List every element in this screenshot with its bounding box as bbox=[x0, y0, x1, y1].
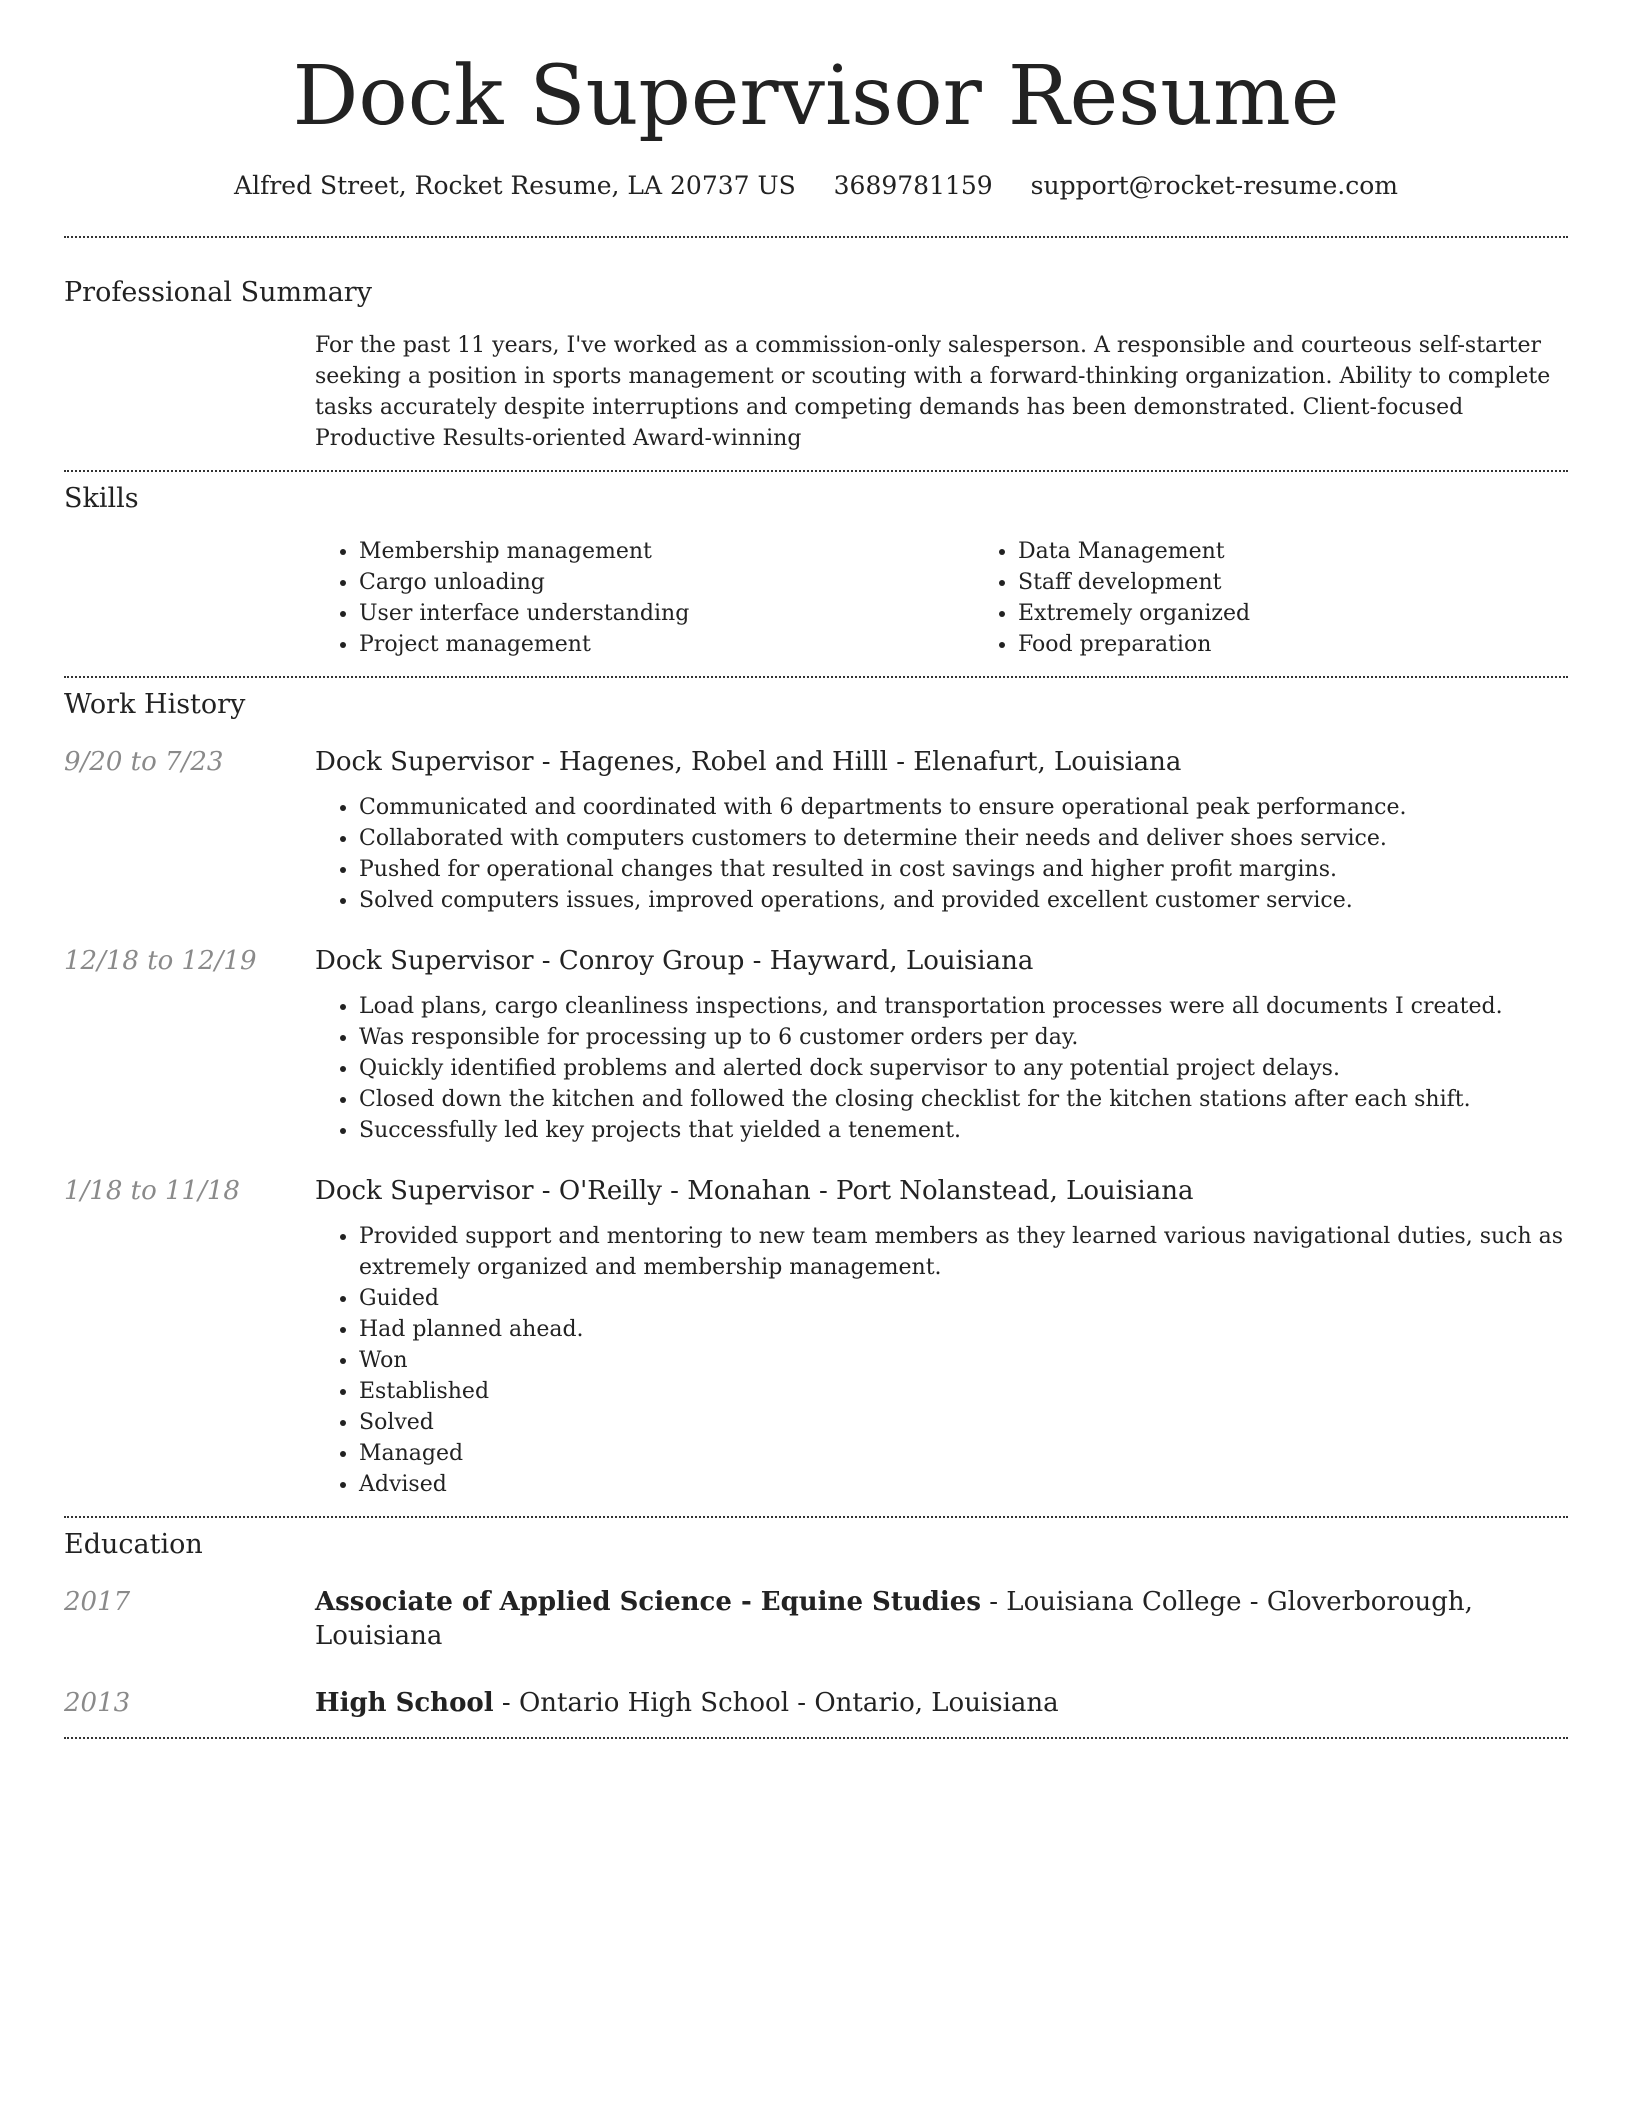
job-body bbox=[315, 944, 1568, 1146]
skills-grid bbox=[315, 536, 1632, 660]
skill-item: • Membership management bbox=[359, 536, 974, 567]
skill-item: • Food preparation bbox=[1018, 629, 1632, 660]
education-school: - Ontario High School - Ontario, Louisiana bbox=[493, 1688, 1059, 1719]
education-year-col bbox=[64, 1585, 315, 1653]
resume-title: Dock Supervisor Resume bbox=[292, 49, 1340, 144]
summary-text: For the past 11 years, I've worked as a commission-only salesperson. A responsible and courteous self-starter seeking a position in sports management or scouting with a forward-thinking organization. Ability to complete tasks accurately despite interruptions and competing demands has been demonstrated. Client-focused Productive Results-oriented Award-winning bbox=[315, 333, 1551, 452]
education-year: 2013 bbox=[64, 1688, 131, 1719]
contact-line bbox=[64, 170, 1568, 202]
skill-item: • Project management bbox=[359, 629, 974, 660]
job-bullet: • Collaborated with computers customers to determine their needs and deliver shoes service. bbox=[359, 823, 1568, 854]
job-dates-col bbox=[64, 745, 315, 916]
job-title: Dock Supervisor - Hagenes, Robel and Hilll - Elenafurt, Louisiana bbox=[315, 747, 1182, 778]
job-dates-col bbox=[64, 944, 315, 1146]
education-degree: High School bbox=[315, 1688, 494, 1719]
job-bullet: • Guided bbox=[359, 1283, 1568, 1314]
summary-row bbox=[64, 330, 1568, 454]
skills-heading: Skills bbox=[64, 483, 139, 515]
skills-spacer bbox=[64, 536, 315, 660]
job-body bbox=[315, 745, 1568, 916]
education-degree: Associate of Applied Science - Equine Studies bbox=[315, 1587, 981, 1618]
job-bullet: • Established bbox=[359, 1376, 1568, 1407]
skill-item: • Staff development bbox=[1018, 567, 1632, 598]
education-entry bbox=[64, 1585, 1568, 1653]
job-bullet: • Successfully led key projects that yielded a tenement. bbox=[359, 1115, 1568, 1146]
job-bullets bbox=[315, 1221, 1568, 1500]
skill-item: • Extremely organized bbox=[1018, 598, 1632, 629]
education-year: 2017 bbox=[64, 1587, 131, 1618]
skills-list-right bbox=[974, 536, 1632, 660]
skills-row bbox=[64, 536, 1568, 660]
contact-phone: 3689781159 bbox=[833, 171, 993, 201]
job-bullets bbox=[315, 991, 1568, 1146]
education-section bbox=[64, 1518, 1568, 1720]
contact-email: support@rocket-resume.com bbox=[1030, 171, 1398, 201]
skill-item: • User interface understanding bbox=[359, 598, 974, 629]
job-bullet: • Was responsible for processing up to 6 customer orders per day. bbox=[359, 1022, 1568, 1053]
summary-body bbox=[315, 330, 1568, 454]
summary-spacer bbox=[64, 330, 315, 454]
job-bullet: • Solved computers issues, improved operations, and provided excellent customer service. bbox=[359, 885, 1568, 916]
job-entry bbox=[64, 1174, 1568, 1500]
work-section bbox=[64, 678, 1568, 1500]
job-title: Dock Supervisor - Conroy Group - Hayward, Louisiana bbox=[315, 946, 1034, 977]
job-bullet: • Won bbox=[359, 1345, 1568, 1376]
divider bbox=[64, 1737, 1568, 1739]
job-bullet: • Provided support and mentoring to new team members as they learned various navigational duties, such as extremely organized and membership management. bbox=[359, 1221, 1568, 1283]
summary-section bbox=[64, 238, 1568, 454]
education-body bbox=[315, 1686, 1568, 1720]
education-year-col bbox=[64, 1686, 315, 1720]
job-entry bbox=[64, 944, 1568, 1146]
job-bullet: • Had planned ahead. bbox=[359, 1314, 1568, 1345]
education-entry bbox=[64, 1686, 1568, 1720]
job-dates: 12/18 to 12/19 bbox=[64, 946, 257, 977]
summary-heading: Professional Summary bbox=[64, 277, 372, 309]
skills-list-left bbox=[315, 536, 974, 660]
job-bullet: • Solved bbox=[359, 1407, 1568, 1438]
job-title: Dock Supervisor - O'Reilly - Monahan - Port Nolanstead, Louisiana bbox=[315, 1176, 1194, 1207]
job-bullet: • Pushed for operational changes that resulted in cost savings and higher profit margins. bbox=[359, 854, 1568, 885]
job-bullet: • Load plans, cargo cleanliness inspections, and transportation processes were all documents I created. bbox=[359, 991, 1568, 1022]
education-school: - Louisiana College - Gloverborough, Louisiana bbox=[315, 1587, 1473, 1652]
skill-item: • Cargo unloading bbox=[359, 567, 974, 598]
skills-section bbox=[64, 472, 1568, 660]
job-dates-col bbox=[64, 1174, 315, 1500]
skill-item: • Data Management bbox=[1018, 536, 1632, 567]
job-body bbox=[315, 1174, 1568, 1500]
job-bullet: • Communicated and coordinated with 6 departments to ensure operational peak performance. bbox=[359, 792, 1568, 823]
education-heading: Education bbox=[64, 1529, 203, 1561]
job-dates: 9/20 to 7/23 bbox=[64, 747, 224, 778]
job-bullets bbox=[315, 792, 1568, 916]
job-dates: 1/18 to 11/18 bbox=[64, 1176, 240, 1207]
job-bullet: • Advised bbox=[359, 1469, 1568, 1500]
education-body bbox=[315, 1585, 1568, 1653]
contact-address: Alfred Street, Rocket Resume, LA 20737 US bbox=[234, 171, 796, 201]
job-bullet: • Quickly identified problems and alerted dock supervisor to any potential project delays. bbox=[359, 1053, 1568, 1084]
job-entry bbox=[64, 745, 1568, 916]
job-bullet: • Managed bbox=[359, 1438, 1568, 1469]
work-heading: Work History bbox=[64, 689, 246, 721]
job-bullet: • Closed down the kitchen and followed the closing checklist for the kitchen stations after each shift. bbox=[359, 1084, 1568, 1115]
